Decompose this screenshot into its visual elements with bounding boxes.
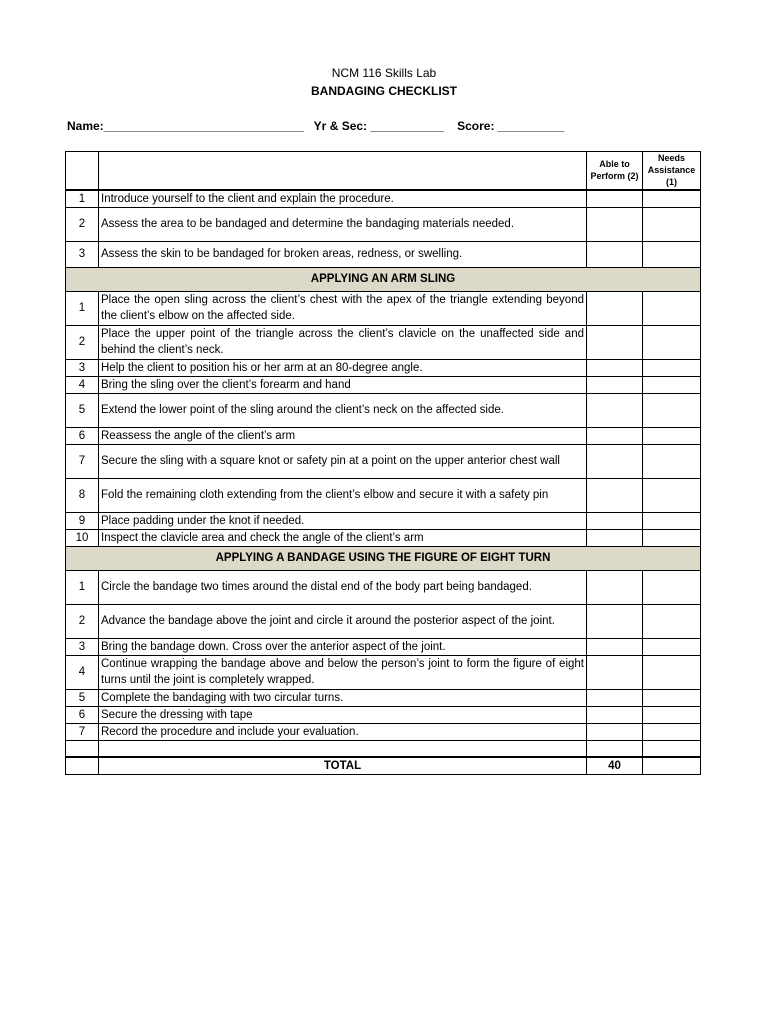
step-number: 1 [66, 291, 99, 325]
table-row [66, 478, 701, 512]
step-number: 4 [66, 655, 99, 689]
able-score-cell[interactable] [587, 478, 643, 512]
able-to-perform-header: Able to Perform (2) [587, 152, 643, 190]
table-row [66, 512, 701, 529]
table-row [66, 444, 701, 478]
student-info-line: Name:______________________________ Yr & Sec: ___________ Score: __________ [67, 119, 565, 133]
step-number: 4 [66, 376, 99, 393]
total-label: TOTAL [99, 757, 587, 775]
able-score-cell[interactable] [587, 706, 643, 723]
step-text: Bring the bandage down. Cross over the anterior aspect of the joint. [99, 638, 587, 655]
document-subtitle: BANDAGING CHECKLIST [311, 84, 457, 98]
needs-score-cell[interactable] [643, 689, 701, 706]
able-score-cell[interactable] [587, 638, 643, 655]
needs-score-cell[interactable] [643, 655, 701, 689]
able-score-cell[interactable] [587, 427, 643, 444]
needs-score-cell[interactable] [643, 478, 701, 512]
total-num-cell [66, 757, 99, 775]
step-number: 3 [66, 241, 99, 267]
table-row [66, 427, 701, 444]
step-number: 8 [66, 478, 99, 512]
step-text: Record the procedure and include your evaluation. [99, 723, 587, 740]
needs-assistance-header: Needs Assistance (1) [643, 152, 701, 190]
step-text: Inspect the clavicle area and check the angle of the client’s arm [99, 529, 587, 546]
section-header-row [66, 267, 701, 291]
section-title-figure-eight: APPLYING A BANDAGE USING THE FIGURE OF EIGHT TURN [66, 546, 701, 570]
able-score-cell[interactable] [587, 359, 643, 376]
able-score-cell[interactable] [587, 393, 643, 427]
section-title-arm-sling: APPLYING AN ARM SLING [66, 267, 701, 291]
able-score-cell[interactable] [587, 723, 643, 740]
step-number: 3 [66, 638, 99, 655]
header-desc-cell [99, 152, 587, 190]
total-needs-cell [643, 757, 701, 775]
step-text: Help the client to position his or her arm at an 80-degree angle. [99, 359, 587, 376]
able-score-cell[interactable] [587, 604, 643, 638]
table-row [66, 241, 701, 267]
needs-score-cell[interactable] [643, 570, 701, 604]
step-number: 9 [66, 512, 99, 529]
step-number: 6 [66, 427, 99, 444]
step-text: Advance the bandage above the joint and circle it around the posterior aspect of the joint. [99, 604, 587, 638]
step-text: Extend the lower point of the sling around the client’s neck on the affected side. [99, 393, 587, 427]
step-text: Place the upper point of the triangle across the client’s clavicle on the unaffected side and behind the client’s neck. [99, 325, 587, 359]
step-number: 5 [66, 393, 99, 427]
step-text: Reassess the angle of the client’s arm [99, 427, 587, 444]
able-score-cell[interactable] [587, 444, 643, 478]
able-score-cell[interactable] [587, 291, 643, 325]
table-row [66, 706, 701, 723]
needs-score-cell[interactable] [643, 325, 701, 359]
step-text: Introduce yourself to the client and explain the procedure. [99, 190, 587, 208]
document-title: NCM 116 Skills Lab [331, 66, 437, 80]
table-row [66, 689, 701, 706]
able-score-cell[interactable] [587, 190, 643, 208]
empty-cell [99, 740, 587, 757]
table-row [66, 325, 701, 359]
needs-score-cell[interactable] [643, 241, 701, 267]
step-number: 2 [66, 325, 99, 359]
step-number: 1 [66, 190, 99, 208]
step-number: 5 [66, 689, 99, 706]
able-score-cell[interactable] [587, 529, 643, 546]
table-row [66, 207, 701, 241]
needs-score-cell[interactable] [643, 512, 701, 529]
able-score-cell[interactable] [587, 655, 643, 689]
empty-row [66, 740, 701, 757]
able-score-cell[interactable] [587, 689, 643, 706]
step-text: Assess the skin to be bandaged for broken areas, redness, or swelling. [99, 241, 587, 267]
step-number: 6 [66, 706, 99, 723]
needs-score-cell[interactable] [643, 359, 701, 376]
section-header-row [66, 546, 701, 570]
needs-score-cell[interactable] [643, 706, 701, 723]
needs-score-cell[interactable] [643, 723, 701, 740]
table-row [66, 393, 701, 427]
able-score-cell[interactable] [587, 570, 643, 604]
step-text: Secure the sling with a square knot or safety pin at a point on the upper anterior chest wall [99, 444, 587, 478]
able-score-cell[interactable] [587, 512, 643, 529]
table-row [66, 638, 701, 655]
needs-score-cell[interactable] [643, 393, 701, 427]
needs-score-cell[interactable] [643, 190, 701, 208]
step-text: Bring the sling over the client’s forearm and hand [99, 376, 587, 393]
step-text: Place the open sling across the client’s chest with the apex of the triangle extending beyond the client’s elbow on the affected side. [99, 291, 587, 325]
needs-score-cell[interactable] [643, 427, 701, 444]
needs-score-cell[interactable] [643, 291, 701, 325]
empty-cell [643, 740, 701, 757]
table-row [66, 359, 701, 376]
needs-score-cell[interactable] [643, 376, 701, 393]
able-score-cell[interactable] [587, 325, 643, 359]
step-number: 7 [66, 723, 99, 740]
step-text: Place padding under the knot if needed. [99, 512, 587, 529]
step-text: Continue wrapping the bandage above and below the person’s joint to form the figure of eight turns until the joint is completely wrapped. [99, 655, 587, 689]
step-text: Circle the bandage two times around the distal end of the body part being bandaged. [99, 570, 587, 604]
step-text: Secure the dressing with tape [99, 706, 587, 723]
checklist-table [65, 151, 701, 775]
needs-score-cell[interactable] [643, 207, 701, 241]
table-row [66, 723, 701, 740]
able-score-cell[interactable] [587, 241, 643, 267]
total-value: 40 [587, 757, 643, 775]
table-row [66, 570, 701, 604]
step-text: Complete the bandaging with two circular turns. [99, 689, 587, 706]
able-score-cell[interactable] [587, 376, 643, 393]
needs-score-cell[interactable] [643, 529, 701, 546]
step-number: 7 [66, 444, 99, 478]
empty-cell [587, 740, 643, 757]
needs-score-cell[interactable] [643, 638, 701, 655]
total-row [66, 757, 701, 775]
step-number: 2 [66, 604, 99, 638]
table-row [66, 655, 701, 689]
needs-score-cell[interactable] [643, 444, 701, 478]
table-header-row [66, 152, 701, 190]
step-text: Assess the area to be bandaged and determine the bandaging materials needed. [99, 207, 587, 241]
step-number: 2 [66, 207, 99, 241]
empty-cell [66, 740, 99, 757]
table-row [66, 291, 701, 325]
step-number: 10 [66, 529, 99, 546]
needs-score-cell[interactable] [643, 604, 701, 638]
table-row [66, 604, 701, 638]
header-num-cell [66, 152, 99, 190]
table-row [66, 190, 701, 208]
step-text: Fold the remaining cloth extending from the client’s elbow and secure it with a safety pin [99, 478, 587, 512]
table-row [66, 529, 701, 546]
table-row [66, 376, 701, 393]
step-number: 3 [66, 359, 99, 376]
able-score-cell[interactable] [587, 207, 643, 241]
step-number: 1 [66, 570, 99, 604]
